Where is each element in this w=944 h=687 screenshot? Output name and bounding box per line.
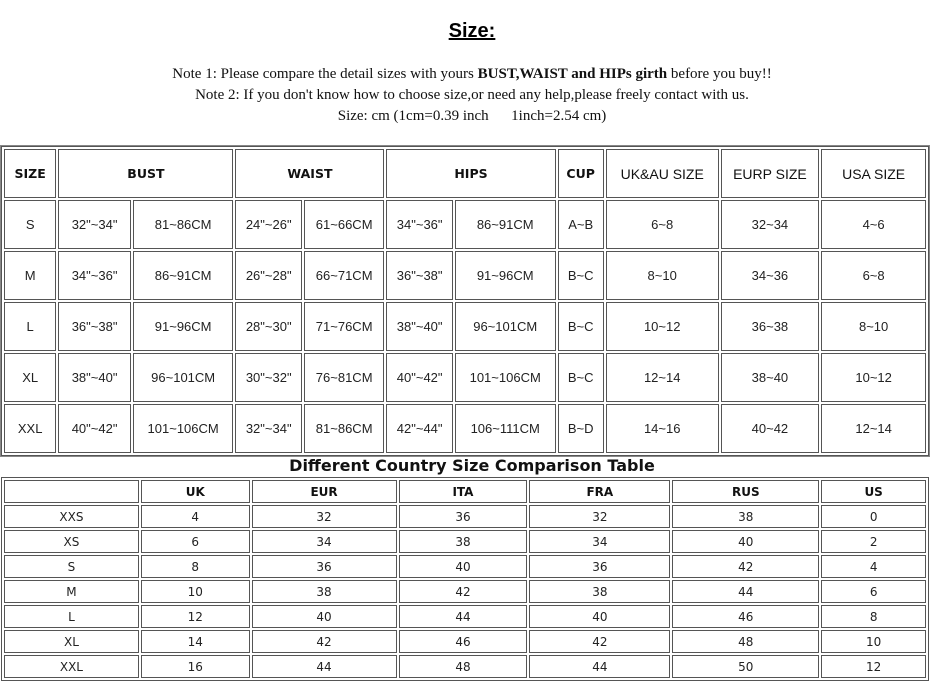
cell-waist-inches: 30"~32" — [235, 353, 301, 402]
size-chart-row — [4, 302, 926, 351]
comparison-table-title: Different Country Size Comparison Table — [289, 456, 655, 475]
cell-uk: 10 — [141, 580, 250, 603]
cell-waist-inches: 28"~30" — [235, 302, 301, 351]
cell-ita: 40 — [399, 555, 528, 578]
cell-rus: 40 — [672, 530, 819, 553]
cell-ita: 36 — [399, 505, 528, 528]
cell-rus: 42 — [672, 555, 819, 578]
comparison-header-eur: EUR — [252, 480, 397, 503]
cell-us: 6 — [821, 580, 926, 603]
cell-bust-cm: 81~86CM — [133, 200, 234, 249]
header-usa-size: USA SIZE — [821, 149, 926, 198]
cell-uk: 12 — [141, 605, 250, 628]
cell-fra: 32 — [529, 505, 670, 528]
comparison-header-uk: UK — [141, 480, 250, 503]
note-unit-conversion: Size: cm (1cm=0.39 inch 1inch=2.54 cm) — [337, 108, 607, 124]
cell-bust-cm: 86~91CM — [133, 251, 234, 300]
note-1-suffix: before you buy!! — [667, 66, 772, 82]
cell-waist-cm: 71~76CM — [304, 302, 385, 351]
cell-bust-inches: 40"~42" — [58, 404, 130, 453]
cell-hips-inches: 34"~36" — [386, 200, 452, 249]
note-1-prefix: Note 1: Please compare the detail sizes with yours — [172, 66, 478, 82]
size-chart-header-row — [4, 149, 926, 198]
country-comparison-table — [1, 477, 929, 681]
header-size: SIZE — [4, 149, 56, 198]
cell-size-label: S — [4, 555, 139, 578]
cell-hips-cm: 101~106CM — [455, 353, 556, 402]
cell-cup: A~B — [558, 200, 604, 249]
cell-bust-inches: 34"~36" — [58, 251, 130, 300]
cell-rus: 46 — [672, 605, 819, 628]
cell-bust-cm: 101~106CM — [133, 404, 234, 453]
cell-hips-inches: 40"~42" — [386, 353, 452, 402]
cell-ita: 46 — [399, 630, 528, 653]
cell-fra: 42 — [529, 630, 670, 653]
cell-waist-inches: 32"~34" — [235, 404, 301, 453]
cell-uk-au-size: 12~14 — [606, 353, 719, 402]
cell-hips-inches: 36"~38" — [386, 251, 452, 300]
cell-ita: 48 — [399, 655, 528, 678]
note-2: Note 2: If you don't know how to choose size,or need any help,please freely contact with us. — [195, 87, 749, 103]
cell-fra: 44 — [529, 655, 670, 678]
cell-eur: 32 — [252, 505, 397, 528]
cell-eurp-size: 40~42 — [721, 404, 820, 453]
cell-uk-au-size: 8~10 — [606, 251, 719, 300]
size-notes — [0, 64, 944, 127]
cell-rus: 38 — [672, 505, 819, 528]
cell-hips-cm: 86~91CM — [455, 200, 556, 249]
header-cup: CUP — [558, 149, 604, 198]
note-1 — [0, 64, 944, 85]
header-bust: BUST — [58, 149, 233, 198]
comparison-row — [4, 530, 926, 553]
cell-size-label: XL — [4, 630, 139, 653]
comparison-row — [4, 505, 926, 528]
cell-usa-size: 4~6 — [821, 200, 926, 249]
cell-eurp-size: 36~38 — [721, 302, 820, 351]
cell-usa-size: 8~10 — [821, 302, 926, 351]
cell-size-label: XXS — [4, 505, 139, 528]
cell-size: XL — [4, 353, 56, 402]
cell-size-label: M — [4, 580, 139, 603]
cell-uk: 8 — [141, 555, 250, 578]
cell-cup: B~C — [558, 353, 604, 402]
cell-uk: 6 — [141, 530, 250, 553]
comparison-row — [4, 605, 926, 628]
comparison-header-row — [4, 480, 926, 503]
cell-cup: B~C — [558, 302, 604, 351]
cell-us: 4 — [821, 555, 926, 578]
header-waist: WAIST — [235, 149, 384, 198]
cell-size: XXL — [4, 404, 56, 453]
cell-uk: 14 — [141, 630, 250, 653]
comparison-row — [4, 630, 926, 653]
cell-bust-inches: 32"~34" — [58, 200, 130, 249]
cell-cup: B~D — [558, 404, 604, 453]
cell-waist-cm: 76~81CM — [304, 353, 385, 402]
size-chart-row — [4, 251, 926, 300]
cell-uk: 16 — [141, 655, 250, 678]
cell-us: 0 — [821, 505, 926, 528]
cell-size-label: L — [4, 605, 139, 628]
comparison-header-fra: FRA — [529, 480, 670, 503]
cell-uk-au-size: 6~8 — [606, 200, 719, 249]
cell-size-label: XXL — [4, 655, 139, 678]
cell-usa-size: 12~14 — [821, 404, 926, 453]
cell-fra: 34 — [529, 530, 670, 553]
cell-waist-inches: 26"~28" — [235, 251, 301, 300]
cell-us: 2 — [821, 530, 926, 553]
cell-eurp-size: 32~34 — [721, 200, 820, 249]
cell-size: L — [4, 302, 56, 351]
cell-bust-inches: 36"~38" — [58, 302, 130, 351]
cell-uk-au-size: 14~16 — [606, 404, 719, 453]
cell-uk-au-size: 10~12 — [606, 302, 719, 351]
cell-bust-cm: 96~101CM — [133, 353, 234, 402]
cell-rus: 48 — [672, 630, 819, 653]
cell-uk: 4 — [141, 505, 250, 528]
cell-hips-cm: 96~101CM — [455, 302, 556, 351]
cell-hips-inches: 38"~40" — [386, 302, 452, 351]
header-hips: HIPS — [386, 149, 555, 198]
cell-usa-size: 10~12 — [821, 353, 926, 402]
cell-us: 12 — [821, 655, 926, 678]
comparison-header-blank — [4, 480, 139, 503]
comparison-header-rus: RUS — [672, 480, 819, 503]
comparison-row — [4, 555, 926, 578]
cell-waist-cm: 66~71CM — [304, 251, 385, 300]
cell-cup: B~C — [558, 251, 604, 300]
cell-waist-inches: 24"~26" — [235, 200, 301, 249]
cell-us: 10 — [821, 630, 926, 653]
cell-eur: 36 — [252, 555, 397, 578]
header-eurp-size: EURP SIZE — [721, 149, 820, 198]
cell-ita: 38 — [399, 530, 528, 553]
cell-ita: 42 — [399, 580, 528, 603]
page-title: Size: — [448, 20, 496, 42]
cell-eur: 44 — [252, 655, 397, 678]
cell-eur: 42 — [252, 630, 397, 653]
note-1-bold: BUST,WAIST and HIPs girth — [477, 66, 668, 82]
cell-eur: 38 — [252, 580, 397, 603]
size-chart-table — [1, 146, 929, 456]
cell-eurp-size: 34~36 — [721, 251, 820, 300]
comparison-header-ita: ITA — [399, 480, 528, 503]
size-chart-row — [4, 200, 926, 249]
cell-waist-cm: 61~66CM — [304, 200, 385, 249]
cell-size: S — [4, 200, 56, 249]
cell-size: M — [4, 251, 56, 300]
comparison-row — [4, 655, 926, 678]
cell-hips-cm: 91~96CM — [455, 251, 556, 300]
cell-usa-size: 6~8 — [821, 251, 926, 300]
cell-bust-inches: 38"~40" — [58, 353, 130, 402]
cell-eur: 40 — [252, 605, 397, 628]
cell-size-label: XS — [4, 530, 139, 553]
cell-waist-cm: 81~86CM — [304, 404, 385, 453]
cell-fra: 40 — [529, 605, 670, 628]
size-chart-row — [4, 404, 926, 453]
header-uk-au-size: UK&AU SIZE — [606, 149, 719, 198]
cell-eurp-size: 38~40 — [721, 353, 820, 402]
size-chart-row — [4, 353, 926, 402]
cell-eur: 34 — [252, 530, 397, 553]
cell-ita: 44 — [399, 605, 528, 628]
comparison-row — [4, 580, 926, 603]
cell-hips-inches: 42"~44" — [386, 404, 452, 453]
comparison-header-us: US — [821, 480, 926, 503]
cell-hips-cm: 106~111CM — [455, 404, 556, 453]
cell-fra: 38 — [529, 580, 670, 603]
cell-us: 8 — [821, 605, 926, 628]
cell-bust-cm: 91~96CM — [133, 302, 234, 351]
cell-fra: 36 — [529, 555, 670, 578]
cell-rus: 50 — [672, 655, 819, 678]
cell-rus: 44 — [672, 580, 819, 603]
